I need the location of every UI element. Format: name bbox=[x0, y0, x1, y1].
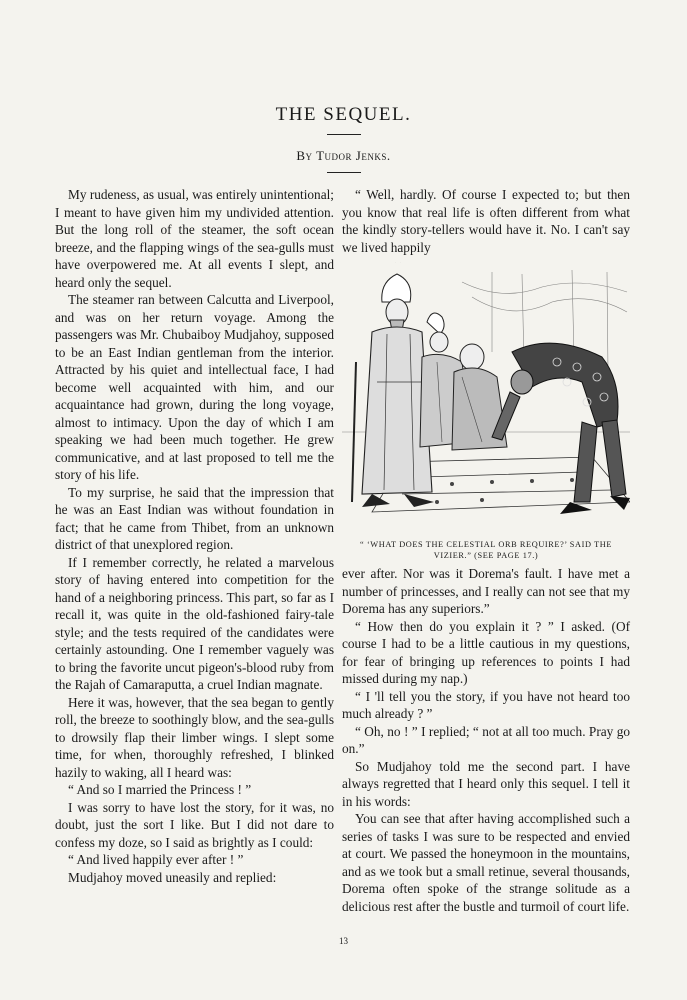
page-number: 13 bbox=[339, 936, 348, 946]
paragraph: You can see that after having accomplished such a series of tasks I was sure to be respected and envied at court. We passed the honeymoon in the mountains, and as we took but a small retinue, several thousands, Dorema often spoke of the strange solitude as a delicious rest after the bustle and turmoil of court life. bbox=[342, 811, 630, 914]
paragraph: “ How then do you explain it ? ” I asked. (Of course I had to be a little cautious in my questions, for fear of bringing up references to points I had missed during my nap.) bbox=[342, 618, 630, 686]
princess-figures bbox=[420, 313, 507, 450]
paragraph: Here it was, however, that the sea began to gently roll, the breeze to soothingly blow, and the sea-gulls to drowsily flap their limber wings. I slept some time, for when, thoroughly refreshed, I blinked hazily to waking, all I heard was: bbox=[55, 694, 334, 780]
illustration-caption: “ ‘WHAT DOES THE CELESTIAL ORB REQUIRE?’ SAID THE VIZIER.” (SEE PAGE 17.) bbox=[359, 540, 612, 560]
right-column-bottom bbox=[342, 565, 630, 915]
left-column bbox=[55, 186, 334, 886]
paragraph: If I remember correctly, he related a marvelous story of having entered into competition for the hand of a neighboring princess. This part, so far as I recall it, was quite in the old-fashioned fairy-tale style; and the tests required of the candidates were certainly astounding. One I remember vaguely was to bring the favorite uncut pigeon's-blood ruby from the Rajah of Camaraputta, a cruel Indian magnate. bbox=[55, 554, 334, 692]
paragraph: The steamer ran between Calcutta and Liverpool, and was on her return voyage. Among the passengers was Mr. Chubaiboy Mudjahoy, supposed to be an East Indian gentleman from the interior. Attracted by his quiet and intellectual face, I had become well acquainted with him, and our acquaintance had grown, during the long voyage, almost to intimacy. Upon the day of which I am speaking we had been much together. He grew communicative, and at last proposed to tell me the story of his life. bbox=[55, 292, 334, 482]
author-byline: By Tudor Jenks. bbox=[296, 148, 391, 163]
paragraph: “ I 'll tell you the story, if you have not heard too much already ? ” bbox=[342, 688, 630, 721]
paragraph: Mudjahoy moved uneasily and replied: bbox=[68, 869, 277, 885]
paragraph: “ Oh, no ! ” I replied; “ not at all too much. Pray go on.” bbox=[342, 723, 630, 756]
title-rule bbox=[327, 134, 361, 135]
paragraph: To my surprise, he said that the impression that he was an East Indian was without foundation in fact; that he came from Thibet, from an unknown district of that unexplored region. bbox=[55, 484, 334, 552]
byline-rule bbox=[327, 172, 361, 173]
paragraph: My rudeness, as usual, was entirely unintentional; I meant to have given him my undivided attention. But the long roll of the steamer, the soft ocean breeze, and the flapping wings of the sea-gulls must have overpowered me. At all events I slept, and heard only the sequel. bbox=[55, 187, 334, 290]
vizier-illustration bbox=[342, 262, 630, 532]
bowing-figure bbox=[492, 343, 630, 514]
paragraph: I was sorry to have lost the story, for it was, no doubt, just the sort I like. But I did not dare to confess my doze, so I said as brightly as I could: bbox=[55, 799, 334, 850]
paragraph: “ And lived happily ever after ! ” bbox=[68, 852, 244, 867]
story-title: THE SEQUEL. bbox=[275, 104, 412, 125]
paragraph: “ Well, hardly. Of course I expected to; but then you know that real life is often different from what the kindly story-tellers would have it. No. I can't say we lived happily bbox=[342, 187, 630, 255]
paragraph: “ And so I married the Princess ! ” bbox=[68, 782, 252, 797]
paragraph: ever after. Nor was it Dorema's fault. I have met a number of princesses, and I really can not see that my Dorema has any superiors.” bbox=[342, 566, 630, 616]
right-column-top bbox=[342, 186, 630, 256]
paragraph: So Mudjahoy told me the second part. I have always regretted that I heard only this sequel. I tell it in his words: bbox=[342, 758, 630, 809]
